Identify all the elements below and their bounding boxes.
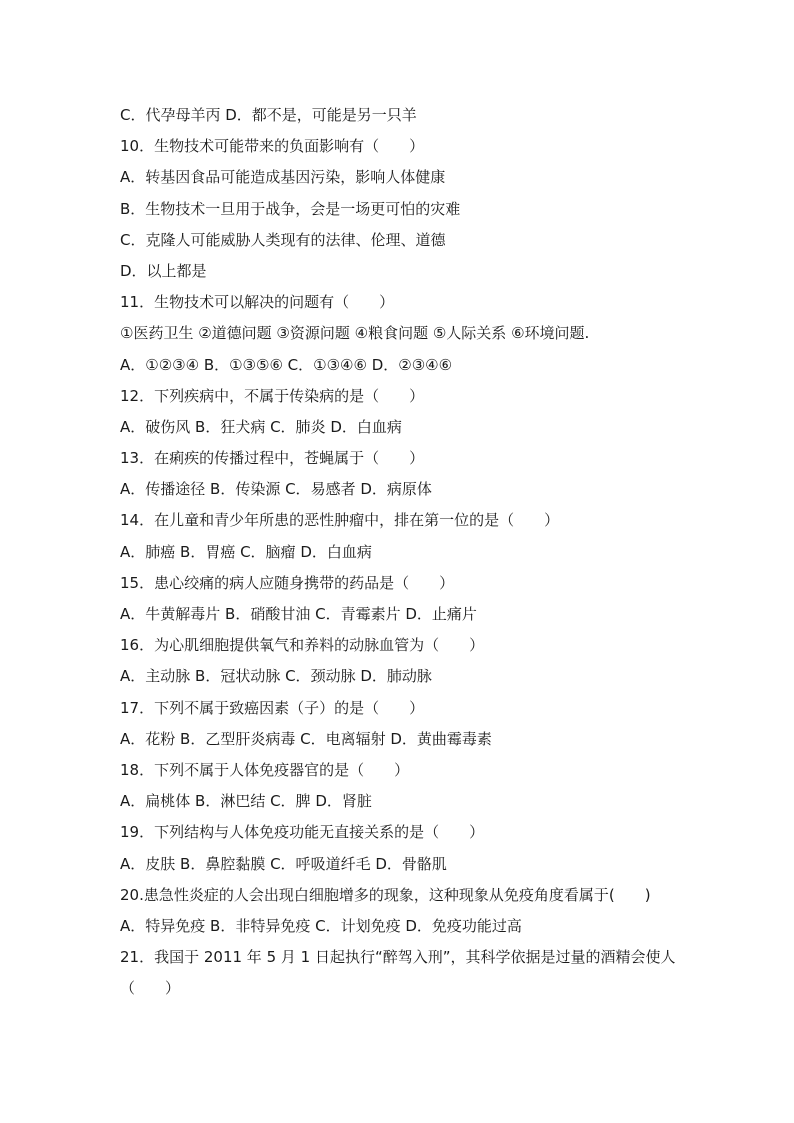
option-line-10a: A．转基因食品可能造成基因污染，影响人体健康: [120, 168, 446, 187]
question-16: 16．为心肌细胞提供氧气和养料的动脉血管为（ ）: [120, 636, 485, 655]
question-13: 13．在痢疾的传播过程中，苍蝇属于（ ）: [120, 449, 425, 468]
option-line-15: A．牛黄解毒片 B．硝酸甘油 C．青霉素片 D．止痛片: [120, 605, 477, 623]
question-14: 14．在儿童和青少年所患的恶性肿瘤中，排在第一位的是（ ）: [120, 511, 560, 530]
option-line-14: A．肺癌 B．胃癌 C．脑瘤 D．白血病: [120, 542, 372, 561]
question-21: 21．我国于 2011 年 5 月 1 日起执行“醉驾入刑”，其科学依据是过量的酒精会使人（ ）: [120, 948, 676, 998]
option-line-16: A．主动脉 B．冠状动脉 C．颈动脉 D．肺动脉: [120, 667, 432, 686]
option-line-10b: B．生物技术一旦用于战争，会是一场更可怕的灾难: [120, 199, 461, 218]
option-line-20: A．特异免疫 B．非特异免疫 C．计划免疫 D．免疫功能过高: [120, 916, 522, 935]
option-line-9cd: C．代孕母羊丙 D．都不是，可能是另一只羊: [120, 106, 417, 124]
question-10: 10．生物技术可能带来的负面影响有（ ）: [120, 137, 425, 156]
question-15: 15．患心绞痛的病人应随身携带的药品是（ ）: [120, 573, 455, 592]
option-line-11: A．①②③④ B．①③⑤⑥ C．①③④⑥ D．②③④⑥: [120, 355, 453, 374]
option-line-12: A．破伤风 B．狂犬病 C．肺炎 D．白血病: [120, 417, 402, 436]
question-12: 12．下列疾病中，不属于传染病的是（ ）: [120, 386, 425, 405]
question-20: 20.患急性炎症的人会出现白细胞增多的现象，这种现象从免疫角度看属于( ): [120, 885, 651, 904]
option-line-18: A．扁桃体 B．淋巴结 C．脾 D．肾脏: [120, 792, 372, 811]
question-text: [120, 100, 690, 1004]
question-11: 11．生物技术可以解决的问题有（ ）: [120, 293, 395, 312]
option-line-13: A．传播途径 B．传染源 C．易感者 D．病原体: [120, 480, 432, 499]
question-11-items: ①医药卫生 ②道德问题 ③资源问题 ④粮食问题 ⑤人际关系 ⑥环境问题.: [120, 324, 590, 343]
question-18: 18．下列不属于人体免疫器官的是（ ）: [120, 760, 410, 779]
option-line-10c: C．克隆人可能威胁人类现有的法律、伦理、道德: [120, 230, 446, 249]
option-line-17: A．花粉 B．乙型肝炎病毒 C．电离辐射 D．黄曲霉毒素: [120, 729, 492, 748]
option-line-10d: D．以上都是: [120, 261, 207, 280]
question-17: 17．下列不属于致癌因素（子）的是（ ）: [120, 698, 425, 717]
option-line-19: A．皮肤 B．鼻腔黏膜 C．呼吸道纤毛 D．骨骼肌: [120, 854, 447, 873]
question-19: 19．下列结构与人体免疫功能无直接关系的是（ ）: [120, 823, 485, 842]
